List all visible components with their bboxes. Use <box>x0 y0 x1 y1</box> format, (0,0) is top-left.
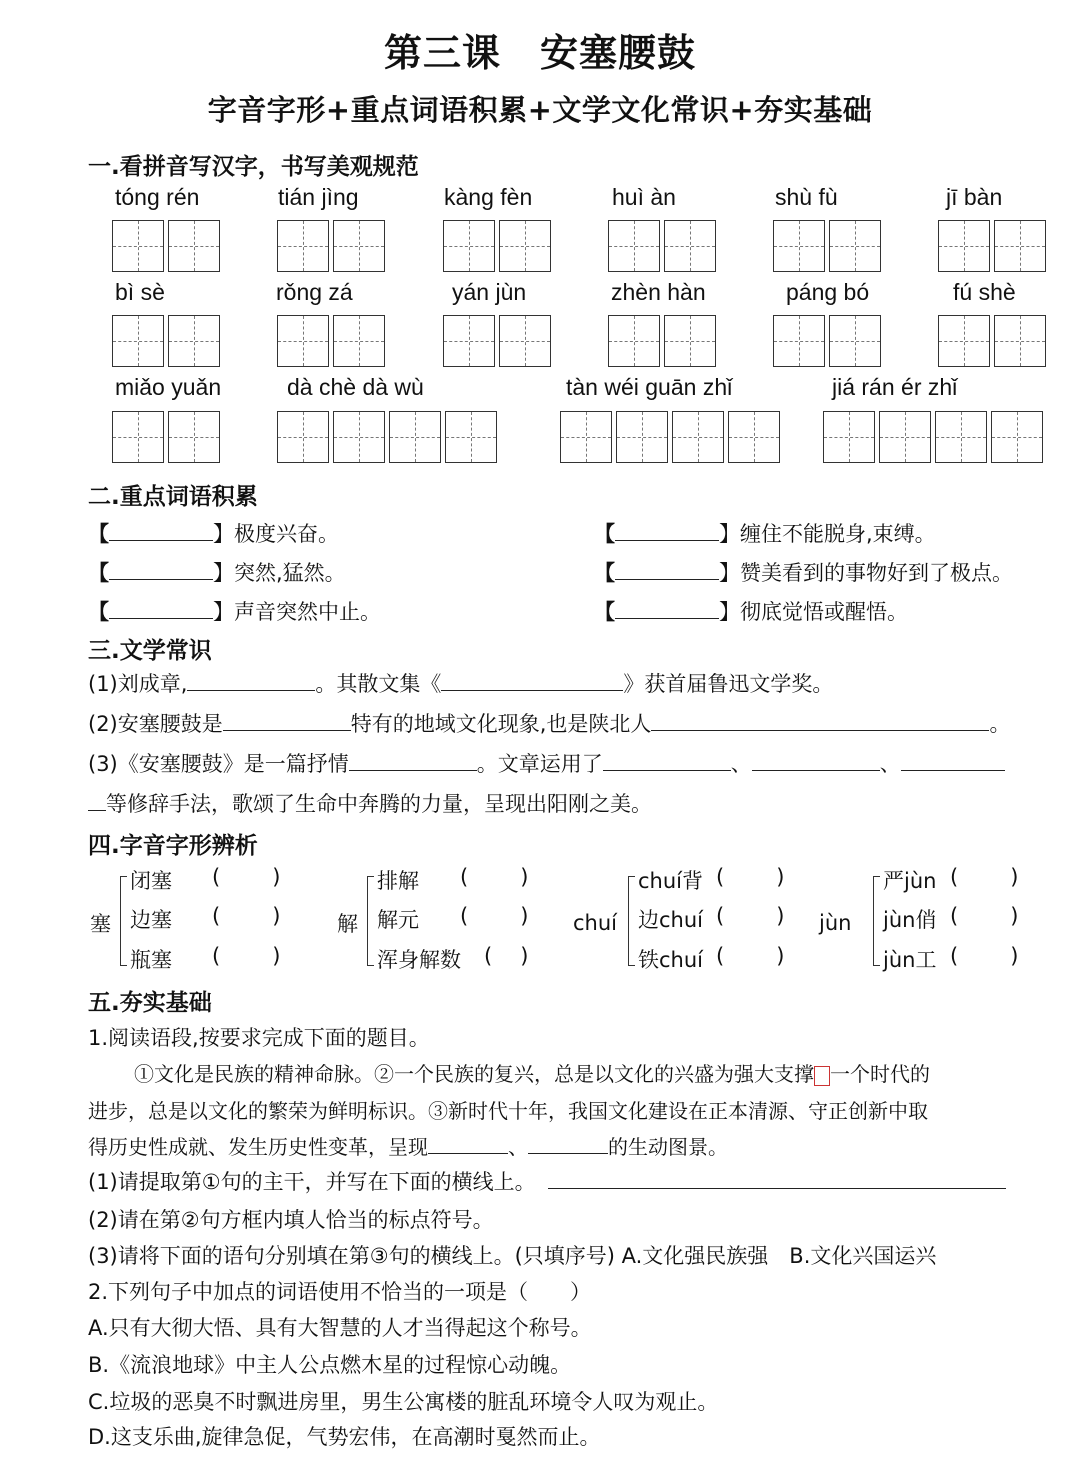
group-key: chuí <box>573 911 617 935</box>
question-2: 2.下列句子中加点的词语使用不恰当的一项是（ ） <box>88 1280 592 1304</box>
answer-blank[interactable] <box>528 1133 608 1154</box>
page-subtitle: 字音字形+重点词语积累+文学文化常识+夯实基础 <box>207 93 873 127</box>
literature-q3-cont: 等修辞手法，歌颂了生命中奔腾的力量，呈现出阳刚之美。 <box>88 788 652 818</box>
pinyin: zhèn hàn <box>611 279 706 305</box>
char-grid[interactable] <box>823 411 1047 463</box>
passage-line: 得历史性成就、发生历史性变革，呈现 、 的生动图景。 <box>88 1135 728 1159</box>
section2-heading: 二.重点词语积累 <box>88 484 258 510</box>
answer-blank[interactable] <box>615 520 719 541</box>
answer-blank[interactable] <box>441 670 623 691</box>
option-d[interactable]: D.这支乐曲,旋律急促，气势宏伟，在高潮时戛然而止。 <box>88 1425 601 1449</box>
section4-heading: 四.字音字形辨析 <box>88 833 258 859</box>
char-grid[interactable] <box>277 315 389 367</box>
vocab-item: 【 】赞美看到的事物好到了极点。 <box>594 561 1013 585</box>
char-grid[interactable] <box>938 315 1050 367</box>
answer-blank[interactable] <box>615 598 719 619</box>
char-grid[interactable] <box>112 220 224 272</box>
answer-blank[interactable] <box>603 750 731 771</box>
section1-heading: 一.看拼音写汉字，书写美观规范 <box>88 154 419 180</box>
group-item: chuí背 <box>638 869 703 893</box>
group-item: 排解 <box>377 869 419 893</box>
vocab-item: 【 】彻底觉悟或醒悟。 <box>594 600 908 624</box>
group-item: jùn工 <box>883 948 937 972</box>
option-b[interactable]: B.《流浪地球》中主人公点燃木星的过程惊心动魄。 <box>88 1353 572 1377</box>
group-key: 解 <box>337 912 358 936</box>
answer-blank[interactable] <box>548 1168 1006 1189</box>
literature-q3: (3)《安塞腰鼓》是一篇抒情 。文章运用了 、 、 <box>88 748 1005 778</box>
pinyin: tàn wéi guān zhǐ <box>566 374 733 400</box>
bracket <box>873 876 880 966</box>
section3-heading: 三.文学常识 <box>88 638 212 664</box>
pinyin: kàng fèn <box>444 184 533 210</box>
pinyin: yán jùn <box>452 279 527 305</box>
question-1: 1.阅读语段,按要求完成下面的题目。 <box>88 1026 430 1050</box>
answer-paren[interactable]: ( ) <box>484 944 529 968</box>
pinyin: rǒng zá <box>276 279 353 305</box>
answer-blank[interactable] <box>349 750 477 771</box>
answer-paren[interactable]: ( ) <box>212 865 281 889</box>
char-grid[interactable] <box>443 315 555 367</box>
answer-paren[interactable]: ( ) <box>716 904 785 928</box>
group-item: 边chuí <box>638 908 703 932</box>
page-title: 第三课 安塞腰鼓 <box>383 31 696 75</box>
punctuation-box[interactable] <box>814 1066 830 1086</box>
char-grid[interactable] <box>560 411 784 463</box>
bracket <box>120 876 127 966</box>
char-grid[interactable] <box>277 220 389 272</box>
group-item: 边塞 <box>130 908 172 932</box>
char-grid[interactable] <box>938 220 1050 272</box>
char-grid[interactable] <box>773 315 885 367</box>
group-item: 严jùn <box>883 869 937 893</box>
group-item: 铁chuí <box>638 948 703 972</box>
answer-paren[interactable]: ( ) <box>950 865 1019 889</box>
sub-question-1: (1)请提取第①句的主干，并写在下面的横线上。 <box>88 1166 1006 1196</box>
char-grid[interactable] <box>608 220 720 272</box>
pinyin: huì àn <box>612 184 676 210</box>
passage-line: ①文化是民族的精神命脉。②一个民族的复兴，总是以文化的兴盛为强大支撑 一个时代的 <box>134 1062 930 1086</box>
pinyin: tóng rén <box>115 184 200 210</box>
answer-blank[interactable] <box>109 598 213 619</box>
vocab-item: 【 】突然,猛然。 <box>88 561 346 585</box>
answer-paren[interactable]: ( ) <box>950 904 1019 928</box>
answer-paren[interactable]: ( ) <box>460 865 529 889</box>
group-item: jùn俏 <box>883 908 937 932</box>
pinyin: tián jìng <box>278 184 359 210</box>
pinyin: jī bàn <box>946 184 1003 210</box>
passage-line: 进步，总是以文化的繁荣为鲜明标识。③新时代十年，我国文化建设在正本清源、守正创新中取 <box>88 1099 928 1123</box>
answer-blank[interactable] <box>187 670 315 691</box>
char-grid[interactable] <box>112 411 224 463</box>
pinyin: miǎo yuǎn <box>115 374 222 400</box>
pinyin: bì sè <box>115 279 165 305</box>
answer-paren[interactable]: ( ) <box>212 944 281 968</box>
literature-q2: (2)安塞腰鼓是 特有的地域文化现象,也是陕北人 。 <box>88 712 1011 736</box>
option-c[interactable]: C.垃圾的恶臭不时飘进房里，男生公寓楼的脏乱环境令人叹为观止。 <box>88 1390 719 1414</box>
pinyin: fú shè <box>953 279 1016 305</box>
answer-paren[interactable]: ( ) <box>212 904 281 928</box>
group-key: jùn <box>819 911 852 935</box>
answer-blank[interactable] <box>651 710 989 731</box>
answer-paren[interactable]: ( ) <box>460 904 529 928</box>
vocab-item: 【 】极度兴奋。 <box>88 522 339 546</box>
option-a[interactable]: A.只有大彻大悟、具有大智慧的人才当得起这个称号。 <box>88 1316 592 1340</box>
answer-blank[interactable] <box>428 1133 508 1154</box>
answer-blank[interactable] <box>901 750 1005 771</box>
literature-q1: (1)刘成章, 。其散文集《 》获首届鲁迅文学奖。 <box>88 672 834 696</box>
char-grid[interactable] <box>112 315 224 367</box>
char-grid[interactable] <box>443 220 555 272</box>
vocab-item: 【 】声音突然中止。 <box>88 600 381 624</box>
group-item: 解元 <box>377 908 419 932</box>
pinyin: páng bó <box>786 279 870 305</box>
char-grid[interactable] <box>277 411 501 463</box>
answer-blank[interactable] <box>88 790 106 811</box>
answer-paren[interactable]: ( ) <box>716 865 785 889</box>
pinyin: jiá rán ér zhǐ <box>832 374 958 400</box>
group-item: 瓶塞 <box>130 948 172 972</box>
answer-blank[interactable] <box>223 710 351 731</box>
section5-heading: 五.夯实基础 <box>88 990 212 1016</box>
group-item: 闭塞 <box>130 869 172 893</box>
sub-question-2: (2)请在第②句方框内填人恰当的标点符号。 <box>88 1208 494 1232</box>
answer-blank[interactable] <box>109 559 213 580</box>
answer-paren[interactable]: ( ) <box>716 944 785 968</box>
pinyin: dà chè dà wù <box>287 374 424 400</box>
char-grid[interactable] <box>608 315 720 367</box>
bracket <box>367 876 374 966</box>
vocab-item: 【 】缠住不能脱身,束缚。 <box>594 522 936 546</box>
pinyin: shù fù <box>775 184 838 210</box>
bracket <box>628 876 635 966</box>
char-grid[interactable] <box>773 220 885 272</box>
group-item: 浑身解数 <box>377 948 461 972</box>
answer-paren[interactable]: ( ) <box>950 944 1019 968</box>
answer-blank[interactable] <box>752 750 880 771</box>
group-key: 塞 <box>90 912 111 936</box>
answer-blank[interactable] <box>109 520 213 541</box>
answer-blank[interactable] <box>615 559 719 580</box>
sub-question-3: (3)请将下面的语句分别填在第③句的横线上。(只填序号) A.文化强民族强 B.文化兴国运兴 <box>88 1244 937 1268</box>
